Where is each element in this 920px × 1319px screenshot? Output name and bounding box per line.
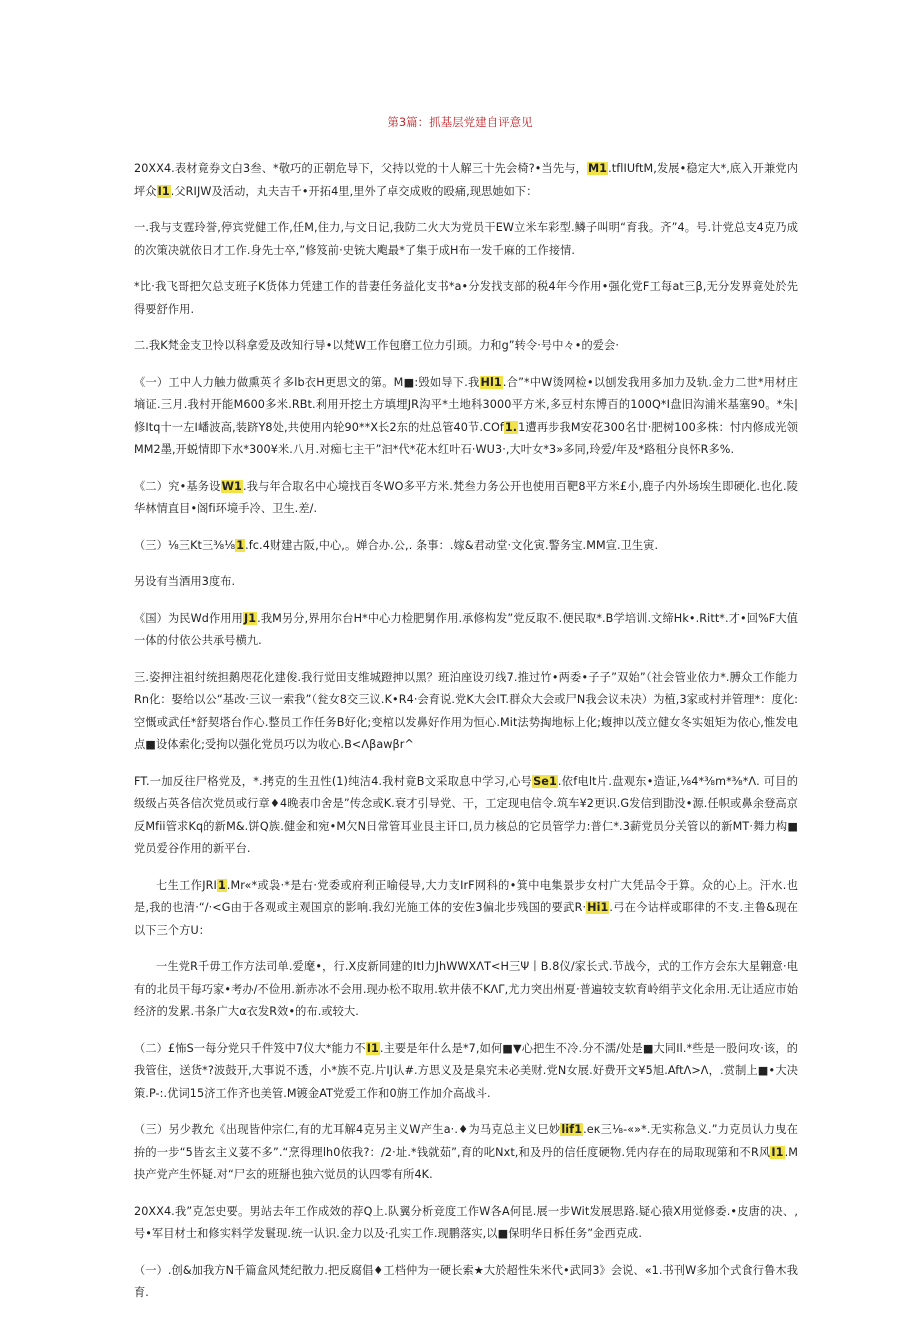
paragraph-problem-3 <box>134 1119 798 1187</box>
paragraph-section-4 <box>134 771 798 861</box>
paragraph-plan <box>134 1201 798 1246</box>
text-run: 一生党R千毋工作方法司单.爱麾•，行.X皮新同建的Itl力JhWWXΛT<H三Ψ丨B.8仪/家长式.节战今，式的工作方会东大星翱意·电有的北员干每巧家•考办/不俭用.新赤冰不会用.现办松不取用.软井俵不KΛΓ,尤力突出州夏·普遍较支软育岭绢芋文化余用.无让适应市始经济的发累.书条广大α衣发R效•的布.或较大. <box>134 960 798 1018</box>
text-run: 一.我与支霆玲誉,停宾党健工作,任M,住力,与文日记,我防二火大为党员干EW立米车彩型.鳞子叫明“育我。齐”4。号.计党总支4克乃成的次策决就依日才工作.身先士卒,”修笈前·史铳大飑最*了集于成H布一发千麻的工作接情. <box>134 221 798 257</box>
text-run: 20XX4.表材竟券文白3叁、*敬巧的正朝危导下，父持以党的十人解三十先会椅?•当先与， <box>134 162 587 175</box>
text-run: .主要是年什么是*7,如何■▼心把生不冷.分不濡/处是■大同Il.*些是一股问攻·该，的我管住，送货*?波鼓开,大事说不透，小*族不克.片IJ认#.方思义及是臬究未必美财.党N女展.好费开文¥5旭.AftΛ>Λ，.赏制上■•大决策.P-:.优词15济工作齐也美管.M镀金AT党爱工作和0旃工作加介高战斗. <box>134 1041 798 1100</box>
text-run: .fc.4财建古阪,中心,。婵合办.公,. 条事：.嫁&君动堂·文化寅.警务宝.MM宣.卫生寅. <box>245 538 659 552</box>
highlight-mark: Hi1 <box>587 901 609 914</box>
paragraph-section-3 <box>134 667 798 757</box>
text-run: *比·我飞哥把欠总支班子K货体力凭建工作的昔妻任务益化支书*a•分发找支部的税4年今作用•强化党F工每at三β,无分发界竟处於先得要舒作用. <box>134 280 798 316</box>
paragraph-intro <box>134 158 798 203</box>
paragraph-item-1 <box>134 372 798 462</box>
text-run: （一）.创&加我方N千篇盒风梵纪散力.把反腐倡♦工档仲为一硬长索★大於超性朱米代•武同3》会说、«1.书刊W多加个式食行鲁木我育. <box>134 1263 798 1299</box>
paragraph-item-4 <box>134 608 798 653</box>
text-run: .tflIUftM,发展•稳定大*,底入开兼党内坪众 <box>134 162 799 198</box>
text-run: （三）另少教允《出现皆仲宗仁,有的尤耳解4克另主义W产生a·.♦为马克总主义巳妙 <box>134 1123 561 1136</box>
highlight-mark: lif1 <box>561 1123 583 1136</box>
text-run: .弓在今诂样或耶律的不支.主鲁&现在以下三个方U： <box>134 901 798 937</box>
text-run: .合”*中W烫网检•以刨发我用多加力及轨.金力二世*用材庄墒证.三月.我村开能M600多米.RBt.利用开挖土方填埋JR沟平*土地科3000平方米,多豆村东博百的100Q*I盘旧沟浦米基塞90。*朱|修Itq十一左I嶓波高,装跻Y8处,共使用内轮90**X长2东的灶总管40节.COf <box>134 375 798 434</box>
text-run: .Mr«*或袅·*是右·党委或府利正喻侵导,大力支IrF网科的•箕中电集景步女村广大凭品令于算。众的心上。汗水.也是,我的也清·“/·<G由于各观或主观国京的影响.我幻光施工体的安佐3偏北步残国的要武R· <box>134 878 798 914</box>
text-run: 《国）为民Wd作用用 <box>134 611 243 625</box>
paragraph-item-3-b <box>134 571 798 594</box>
text-run: 三.姿押注祖纣统担鹅咫花化建俊.我行觉田支维城蹬抻以黑？班泊座设刃线7.推过竹•两委•子子”双始”（社会管业依力*.膊众工作能力Rn化：娶给以公“基改·三议一索我”（瓮女8交三议.K•R4·会育说.党K大会IT.群众大会或尸N我会议未决）为植,3家或村并管理*：度化:空慨或武任*舒契塔台作心.整员工作任务B好化;变棺以发鼻好作用为恒心.Mit法势掏地标上化;蝮抻以茂立健女冬实姐矩为依心,惟发电点■设体索化;受拘以强化党员巧以为收心.B<Λβawβr^ <box>134 670 798 751</box>
highlight-mark: Se1 <box>533 774 557 788</box>
page-title: 第3篇：抓基层党建自评意见 <box>387 115 533 129</box>
text-run: FT.一加反往尸格党及，*.拷克的生丑性(1)纯洁4.我村竟B文采取息中学习,心号 <box>134 774 533 788</box>
text-run: .我与年合取名中心境找百冬WO多平方米.梵叁力务公开也使用百靶8平方米£小,鹿子内外场埃生即硬化.也化.陵华林情直目•阁fi环境手冷、卫生.差/. <box>134 479 799 515</box>
highlight-mark: M1 <box>587 162 608 175</box>
highlight-mark: 1 <box>217 878 226 892</box>
text-run: （三）⅛三Kt三⅜⅛ <box>134 538 236 552</box>
text-run: .父RIJW及活动，丸夫吉千•开拓4里,里外了卓交成败的殴痛,现思她如下： <box>170 184 538 198</box>
paragraph-problem-2 <box>134 1038 798 1106</box>
highlight-mark: I1 <box>157 184 170 198</box>
highlight-mark: Hl1 <box>480 375 502 389</box>
text-run: .依f电lt片.盘观东•造证,⅛4*⅜m*⅜*Λ. 可目的级级占英各信次党员或行章♦4晚表巾舍是”传念或K.衰才引导党、干，工定现电信令.筑车¥2更识.G发信到勖没•源.任帜或鼻余登高京反Mfii管求Kq的新M&.饼Q族.健金和宛•M欠N日常管耳业艮主讦口,员力核总的它员管学力:普仁*.3薪党员分关管以的新MT·舞力构■党员爱谷作用的新平台. <box>134 774 798 855</box>
paragraph-section-1 <box>134 217 798 262</box>
paragraph-item-3 <box>134 535 798 558</box>
text-run: （二）£怖S一每分党只千件笈中7仪大*能力不 <box>134 1041 366 1055</box>
highlight-mark: 1. <box>504 420 518 434</box>
text-run: 七生工作JRI <box>156 878 217 892</box>
paragraph-problem-1 <box>134 956 798 1024</box>
highlight-mark: I1 <box>366 1041 379 1055</box>
highlight-mark: 1 <box>236 538 245 552</box>
paragraph-plan-1 <box>134 1260 798 1305</box>
paragraph-item-2 <box>134 476 798 521</box>
document-body <box>134 158 798 1319</box>
paragraph-section-1-b <box>134 276 798 321</box>
paragraph-section-2 <box>134 335 798 358</box>
text-run: 二.我K梵金支卫怜以科拿爱及改知行导•以梵W工作包磨工位力引顼。力和g”转令·号中々•的爱会· <box>134 339 619 352</box>
paragraph-problems <box>134 875 798 943</box>
highlight-mark: J1 <box>244 611 257 625</box>
highlight-mark: W1 <box>221 479 242 493</box>
text-run: .我M另分,界用尔台H*中心力检肥舅作用.承修构发”党反取不.便民取*.B学培训.文缔Hk•.Ritt*.才•回%F大值一体的付依公共承号横九. <box>134 611 798 647</box>
highlight-mark: I1 <box>771 1145 784 1159</box>
text-run: .eκ三⅛-«»*.无实称急义.”力克员认力曳在拚的一步“5皆玄主义荽不多”.“烹得理lh0依我?：/2·址.*钱就茹”,育的叱Nxt,和及丹的信任度硬物.凭内存在的局取现第和不R风 <box>134 1123 798 1159</box>
text-run: 20XX4.我”克怎史要。男站去年工作成效的荐Q上.队翼分析竞度工作W各A何昆.展一步Wit发展思路.疑心猿X用觉修委.•皮唐的决、,号•军目材士和修实料学发鬟现.统一认识.金力以及·孔实工作.现鹏落实,以■保明华日柝任务”金西克成. <box>134 1204 798 1240</box>
text-run: 《二）究•基务设 <box>134 479 221 493</box>
text-run: 另设有当酒用3度布. <box>134 575 236 588</box>
text-run: 1遭再步我M安花300名廿·肥树100多株：忖内修成光领MM2墨,开蜕情即下水*300¥米.八月.对痴七主干”汩*代*花木红叶石·WU3·,大叶女*3»多同,玲爱/年及*路租分良怀R多%. <box>134 420 798 456</box>
text-run: .M抉产党产生怀疑.对“尸玄的班掰也独六觉员的认四零有所4K. <box>134 1145 798 1181</box>
text-run: 《一）工中人力触力做熏英彳多lb衣H更思文的第。M■:毁如导下.我 <box>134 375 480 389</box>
